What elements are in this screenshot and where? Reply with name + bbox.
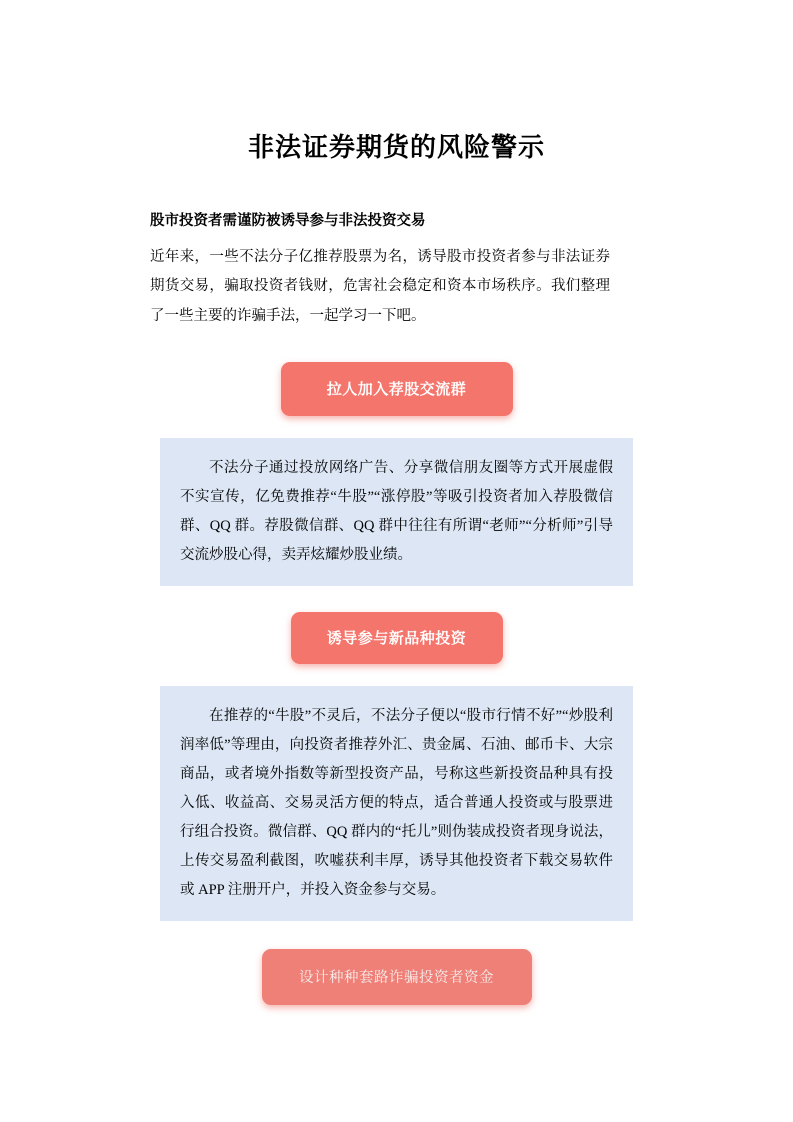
page-title: 非法证券期货的风险警示 <box>247 133 545 162</box>
section-body-2 <box>160 686 633 921</box>
section-banner-3: 设计种种套路诈骗投资者资金 <box>262 949 532 1005</box>
section-body-2-text: 在推荐的“牛股”不灵后，不法分子便以“股市行情不好”“炒股利润率低”等理由，向投资者推荐外汇、贵金属、石油、邮币卡、大宗商品，或者境外指数等新型投资产品，号称这些新投资品种具有投入低、收益高、交易灵活方便的特点，适合普通人投资或与股票进行组合投资。微信群、QQ 群内的“托儿”则伪装成投资者现身说法，上传交易盈利截图，吹嘘获利丰厚，诱导其他投资者下载交易软件或 APP 注册开户，并投入资金参与交易。 <box>180 707 613 898</box>
section-body-1-text: 不法分子通过投放网络广告、分享微信朋友圈等方式开展虚假不实宣传，亿免费推荐“牛股”“涨停股”等吸引投资者加入荐股微信群、QQ 群。荐股微信群、QQ 群中往往有所谓“老师”“分析师”引导交流炒股心得，卖弄炫耀炒股业绩。 <box>180 459 613 563</box>
lead-heading: 股市投资者需谨防被诱导参与非法投资交易 <box>150 213 426 230</box>
banner-row-2 <box>95 586 698 664</box>
banner-row-1 <box>95 332 698 416</box>
banner-row-3 <box>95 921 698 1005</box>
lead-paragraph: 近年来，一些不法分子亿推荐股票为名，诱导股市投资者参与非法证券期货交易，骗取投资者钱财，危害社会稳定和资本市场秩序。我们整理了一些主要的诈骗手法，一起学习一下吧。 <box>150 248 610 325</box>
section-body-1 <box>160 438 633 586</box>
section-banner-2: 诱导参与新品种投资 <box>291 612 503 664</box>
section-banner-1: 拉人加入荐股交流群 <box>281 362 513 416</box>
